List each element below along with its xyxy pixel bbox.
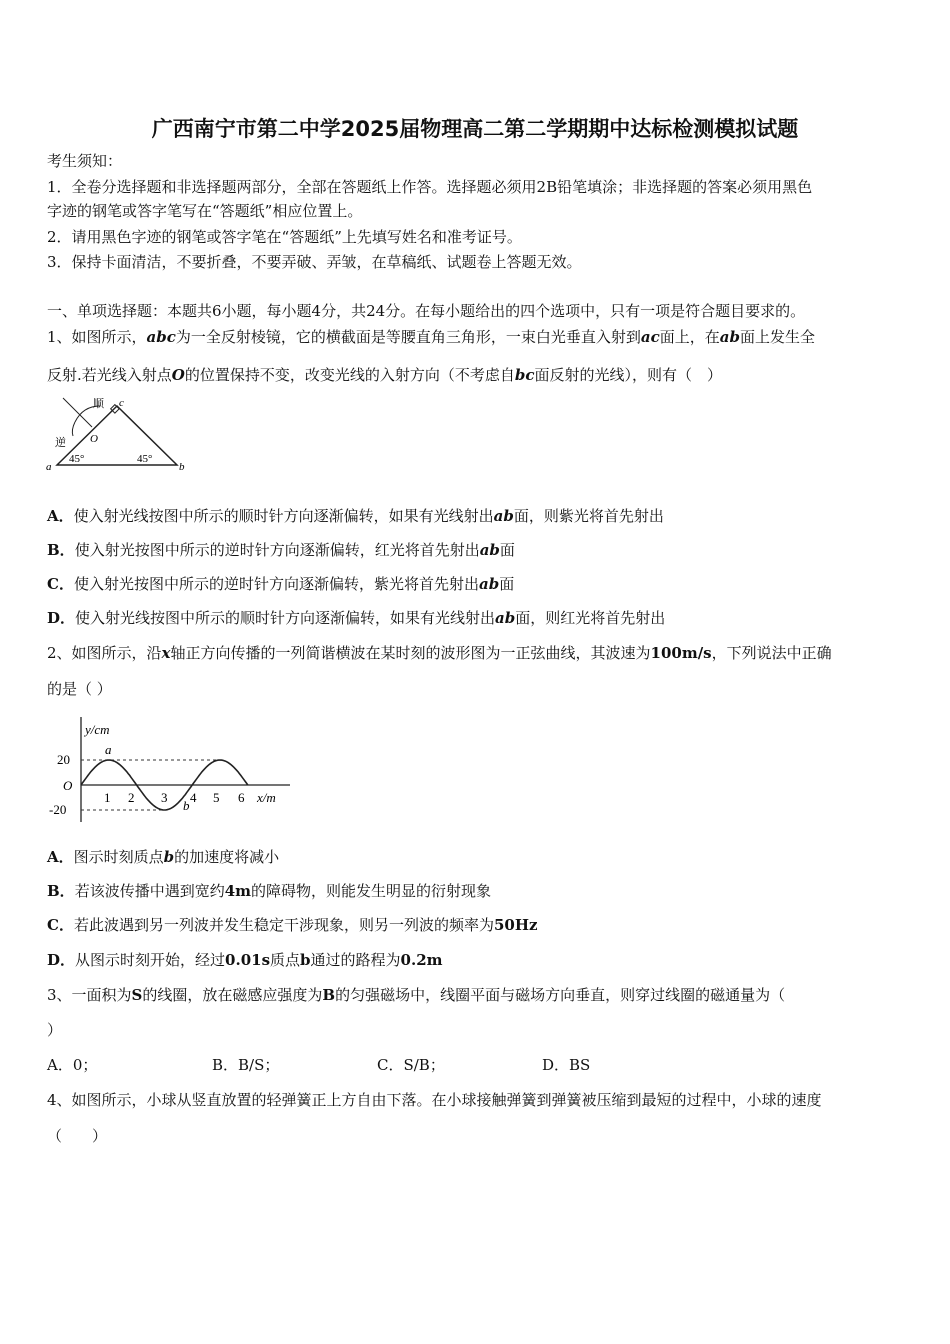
text-segment: 4、如图所示，小球从竖直放置的轻弹簧正上方自由下落。在小球接触弹簧到弹簧被压缩到最短的过程中，小球的速度 <box>47 1091 822 1109</box>
text-segment: 使入射光线按图中所示的顺时针方向逐渐偏转，如果有光线射出 <box>75 609 496 627</box>
axis-y-label: y/cm <box>85 722 110 737</box>
notice-heading: 考生须知： <box>47 152 123 170</box>
text-segment: 若该波传播中遇到宽约 <box>74 882 225 900</box>
text-line <box>47 365 722 385</box>
text-line <box>47 506 664 526</box>
tick-5: 5 <box>213 790 220 805</box>
text-segment: 通过的路程为 <box>310 951 401 969</box>
text-segment: 从图示时刻开始，经过 <box>75 951 226 969</box>
label-angle-b: 45° <box>137 453 153 465</box>
q3-option-a: A．0； <box>47 1056 98 1074</box>
text-segment: 4m <box>224 882 252 900</box>
text-segment: A． <box>47 848 74 866</box>
text-segment: 若此波遇到另一列波并发生稳定干涉现象，则另一列波的频率为 <box>73 916 494 934</box>
text-segment: 的匀强磁场中，线圈平面与磁场方向垂直，则穿过线圈的磁通量为（ <box>335 986 786 1004</box>
axis-x-label: x/m <box>257 790 276 805</box>
text-segment: O <box>171 366 185 384</box>
text-line <box>47 915 538 935</box>
q3-option-c: C．S/B； <box>377 1056 445 1074</box>
tick-4: 4 <box>190 790 197 805</box>
notice-line: 3．保持卡面清洁，不要折叠，不要弄破、弄皱，在草稿纸、试题卷上答题无效。 <box>47 253 582 271</box>
text-segment: D． <box>47 951 76 969</box>
text-segment: 100m/s <box>650 644 712 662</box>
text-segment: 的障碍物，则能发生明显的衍射现象 <box>251 882 492 900</box>
label-a: a <box>46 461 52 473</box>
text-segment: （ ） <box>47 1127 108 1145</box>
text-segment: 的线圈，放在磁感应强度为 <box>142 986 323 1004</box>
text-segment: x <box>161 644 171 662</box>
text-line <box>47 847 279 867</box>
text-segment: ab <box>479 541 500 559</box>
text-segment: D． <box>47 609 76 627</box>
origin-label: O <box>63 778 73 793</box>
section-heading: 一、单项选择题：本题共6小题，每小题4分，共24分。在每小题给出的四个选项中，只有一项是符合题目要求的。 <box>47 302 806 320</box>
text-segment: ） <box>47 1021 63 1039</box>
label-o: O <box>90 433 98 445</box>
page-title: 广西南宁市第二中学2025届物理高二第二学期期中达标检测模拟试题 <box>151 117 799 141</box>
text-line <box>47 881 491 901</box>
text-segment: 3、一面积为 <box>47 986 132 1004</box>
text-segment: 面上，在 <box>659 328 720 346</box>
text-segment: ab <box>478 575 500 593</box>
text-line <box>47 574 514 594</box>
q3-option-d: D．BS <box>542 1056 591 1074</box>
text-segment: 反射.若光线入射点 <box>47 366 172 384</box>
text-segment: 的位置保持不变，改变光线的入射方向（不考虑自 <box>184 366 515 384</box>
text-segment: ab <box>495 609 516 627</box>
text-line <box>47 1126 107 1146</box>
text-segment: 面，则红光将首先射出 <box>515 609 666 627</box>
text-segment: 50Hz <box>493 916 538 934</box>
text-line <box>47 327 815 347</box>
text-segment: 使入射光线按图中所示的顺时针方向逐渐偏转，如果有光线射出 <box>73 507 494 525</box>
notice-line: 2．请用黑色字迹的钢笔或答字笔在“答题纸”上先填写姓名和准考证号。 <box>47 228 522 246</box>
tick-2: 2 <box>128 790 135 805</box>
text-segment: S <box>131 986 143 1004</box>
text-segment: ac <box>640 328 660 346</box>
point-a-label: a <box>105 742 112 757</box>
text-segment: abc <box>146 328 176 346</box>
text-line <box>47 540 515 560</box>
text-segment: ，下列说法中正确 <box>711 644 832 662</box>
text-segment: 2、如图所示，沿 <box>47 644 162 662</box>
text-segment: 面，则紫光将首先射出 <box>513 507 664 525</box>
text-segment: 为一全反射棱镜，它的横截面是等腰直角三角形，一束白光垂直入射到 <box>175 328 641 346</box>
text-segment: 图示时刻质点 <box>73 848 164 866</box>
point-b-label: b <box>183 798 190 813</box>
text-line <box>47 1020 62 1040</box>
text-segment: B． <box>47 541 75 559</box>
text-segment: B． <box>47 882 75 900</box>
text-segment: 面 <box>499 575 515 593</box>
text-segment: 0.01s <box>225 951 271 969</box>
text-segment: 1、如图所示， <box>47 328 147 346</box>
text-segment: 轴正方向传播的一列简谐横波在某时刻的波形图为一正弦曲线，其波速为 <box>170 644 651 662</box>
text-segment: 面 <box>499 541 515 559</box>
text-line <box>47 950 443 970</box>
text-segment: C． <box>47 916 74 934</box>
tick-3: 3 <box>161 790 168 805</box>
text-segment: 使入射光按图中所示的逆时针方向逐渐偏转，紫光将首先射出 <box>73 575 479 593</box>
label-b: b <box>179 461 185 473</box>
tick-6: 6 <box>238 790 245 805</box>
tick-1: 1 <box>104 790 111 805</box>
text-segment: 使入射光按图中所示的逆时针方向逐渐偏转，红光将首先射出 <box>74 541 480 559</box>
text-segment: 的加速度将减小 <box>174 848 280 866</box>
text-segment: ab <box>493 507 514 525</box>
text-segment: bc <box>514 366 535 384</box>
text-segment: 质点 <box>270 951 301 969</box>
prism-figure <box>45 392 190 474</box>
text-segment: b <box>163 848 175 866</box>
notice-line: 字迹的钢笔或答字笔写在“答题纸”相应位置上。 <box>47 202 363 220</box>
text-line <box>47 643 832 663</box>
text-line <box>47 679 112 699</box>
notice-line: 1．全卷分选择题和非选择题两部分，全部在答题纸上作答。选择题必须用2B铅笔填涂；非选择题的答案必须用黑色 <box>47 178 813 196</box>
text-segment: B <box>322 986 336 1004</box>
text-line <box>47 608 665 628</box>
text-segment: C． <box>47 575 74 593</box>
text-segment: b <box>300 951 311 969</box>
text-line <box>47 1090 822 1110</box>
q3-option-b: B．B/S； <box>212 1056 280 1074</box>
tick-20: 20 <box>57 752 70 767</box>
text-segment: ab <box>719 328 740 346</box>
text-segment: 的是（ ） <box>47 680 112 698</box>
text-segment: A． <box>47 507 74 525</box>
wave-figure <box>45 712 295 827</box>
label-ni: 逆 <box>55 437 66 449</box>
tick-m20: -20 <box>49 802 67 817</box>
label-angle-a: 45° <box>69 453 85 465</box>
text-line <box>47 985 785 1005</box>
label-c: c <box>119 397 124 409</box>
text-segment: 面反射的光线），则有（ ） <box>534 366 723 384</box>
label-shun: 顺 <box>93 398 104 410</box>
text-segment: 面上发生全 <box>740 328 816 346</box>
text-segment: 0.2m <box>400 951 443 969</box>
